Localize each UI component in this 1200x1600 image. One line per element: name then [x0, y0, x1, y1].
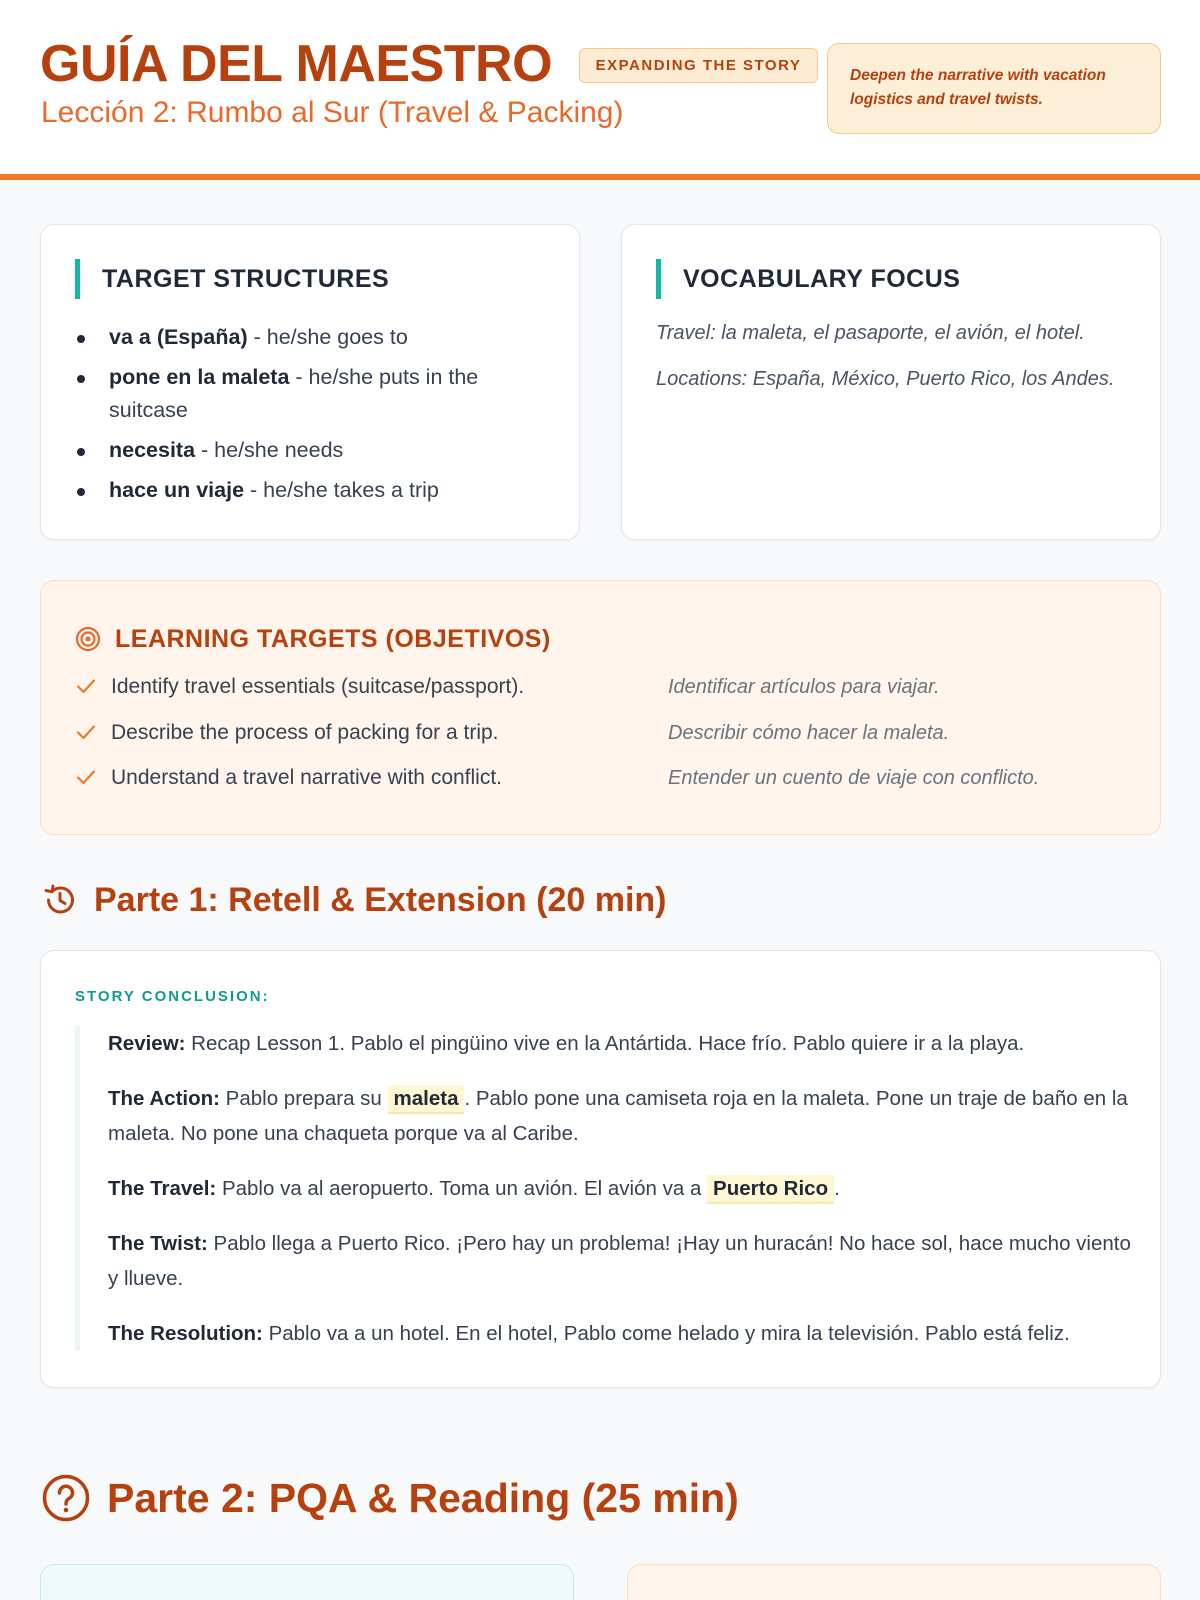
pqa-card — [40, 1564, 574, 1600]
part1-title — [42, 878, 842, 922]
vocabulary-travel: Travel: la maleta, el pasaporte, el avión, el hotel. — [656, 322, 1085, 344]
structure-meaning: - he/she needs — [195, 438, 344, 462]
resolution-text: Pablo va a un hotel. En el hotel, Pablo come helado y mira la televisión. Pablo está feliz. — [262, 1322, 1070, 1345]
action-text-end: . Pablo pone una camiseta roja en la maleta. Pone un traje de baño en la maleta. No pone una chaqueta porque va al Caribe. — [108, 1087, 1128, 1145]
structure-term: hace un viaje — [109, 478, 245, 502]
resolution-label: The Resolution: — [108, 1322, 263, 1345]
story-travel — [108, 1171, 1135, 1206]
learning-targets-panel — [40, 580, 1161, 835]
structure-term: pone en la maleta — [109, 365, 290, 389]
review-text: Recap Lesson 1. Pablo el pingüino vive en la Antártida. Hace frío. Pablo quiere ir a la playa. — [185, 1032, 1025, 1055]
part2-title-text: Parte 2: PQA & Reading (25 min) — [107, 1475, 739, 1521]
target-spanish: Entender un cuento de viaje con conflicto. — [668, 767, 1040, 789]
page-header — [0, 0, 1200, 180]
target-structures-heading: TARGET STRUCTURES — [75, 259, 389, 299]
list-item — [75, 671, 1135, 703]
structure-term: necesita — [109, 438, 196, 462]
twist-text: Pablo llega a Puerto Rico. ¡Pero hay un problema! ¡Hay un huracán! No hace sol, hace mucho viento y llueve. — [108, 1232, 1131, 1290]
travel-label: The Travel: — [108, 1177, 217, 1200]
target-spanish: Describir cómo hacer la maleta. — [668, 722, 950, 744]
history-icon — [42, 882, 78, 918]
twist-label: The Twist: — [108, 1232, 208, 1255]
structure-meaning: - he/she goes to — [247, 325, 408, 349]
story-body — [75, 1026, 1135, 1351]
section-badge: EXPANDING THE STORY — [579, 48, 818, 83]
target-spanish: Identificar artículos para viajar. — [668, 676, 940, 698]
target-english: Identify travel essentials (suitcase/passport). — [111, 675, 525, 698]
lesson-subtitle: Lección 2: Rumbo al Sur (Travel & Packing) — [41, 96, 624, 129]
question-icon — [42, 1474, 90, 1522]
target-icon — [75, 626, 101, 652]
travel-text-end: . — [834, 1177, 840, 1200]
target-english: Describe the process of packing for a trip. — [111, 721, 499, 744]
vocabulary-text — [656, 317, 1136, 409]
travel-text: Pablo va al aeropuerto. Toma un avión. El avión va a — [216, 1177, 708, 1200]
header-note: Deepen the narrative with vacation logistics and travel twists. — [827, 43, 1161, 134]
check-icon — [75, 721, 97, 743]
check-icon — [75, 766, 97, 788]
story-action — [108, 1081, 1135, 1151]
highlight-word: Puerto Rico — [707, 1175, 834, 1204]
vocabulary-focus-heading: VOCABULARY FOCUS — [656, 259, 960, 299]
review-label: Review: — [108, 1032, 186, 1055]
list-item — [75, 762, 1135, 794]
list-item — [75, 321, 545, 354]
vocabulary-focus-card — [621, 224, 1161, 540]
structure-term: va a (España) — [109, 325, 248, 349]
action-label: The Action: — [108, 1087, 220, 1110]
structure-meaning: - he/she takes a trip — [244, 478, 439, 502]
part1-title-text: Parte 1: Retell & Extension (20 min) — [94, 881, 667, 919]
story-twist — [108, 1226, 1135, 1296]
list-item — [75, 434, 545, 467]
vocabulary-locations: Locations: España, México, Puerto Rico, los Andes. — [656, 368, 1115, 390]
reading-card — [627, 1564, 1161, 1600]
check-icon — [75, 675, 97, 697]
structures-list — [75, 321, 545, 514]
list-item — [75, 717, 1135, 749]
target-structures-card — [40, 224, 580, 540]
story-resolution — [108, 1316, 1135, 1351]
story-conclusion-label: STORY CONCLUSION: — [75, 988, 270, 1005]
learning-targets-heading: LEARNING TARGETS (OBJETIVOS) — [115, 625, 551, 653]
story-conclusion-card — [40, 950, 1161, 1388]
page-title: GUÍA DEL MAESTRO — [40, 35, 553, 93]
list-item — [75, 474, 545, 507]
list-item — [75, 361, 545, 427]
structure-meaning: - he/she puts in the suitcase — [109, 365, 479, 422]
target-english: Understand a travel narrative with conflict. — [111, 766, 503, 789]
highlight-word: maleta — [388, 1085, 465, 1114]
story-review — [108, 1026, 1135, 1061]
part2-title — [42, 1470, 942, 1526]
action-text: Pablo prepara su — [219, 1087, 388, 1110]
